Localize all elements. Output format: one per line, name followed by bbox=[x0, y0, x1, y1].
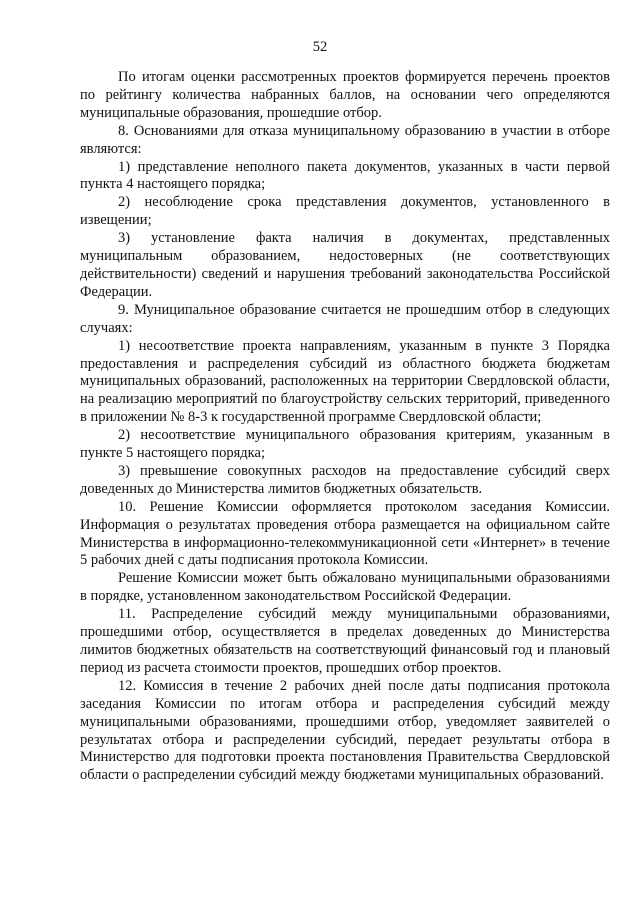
paragraph-10-commission-decision: 10. Решение Комиссии оформляется протоколом заседания Комиссии. Информация о результатах проведения отбора размещается на официальном сайте Министерства в информационно-телекоммуникационной сети «Интернет» в течение 5 рабочих дней с даты подписания протокола Комиссии. bbox=[80, 498, 610, 569]
document-body bbox=[80, 69, 610, 785]
paragraph-10-appeal: Решение Комиссии может быть обжаловано муниципальными образованиями в порядке, установленном законодательством Российской Федерации. bbox=[80, 570, 610, 605]
paragraph-9-not-passed: 9. Муниципальное образование считается не прошедшим отбор в следующих случаях: bbox=[80, 301, 610, 336]
paragraph-8-refusal-grounds: 8. Основаниями для отказа муниципальному образованию в участии в отборе являются: bbox=[80, 122, 610, 157]
paragraph-8-item-3: 3) установление факта наличия в документах, представленных муниципальным образованием, недостоверных (не соответствующих действительности) сведений и нарушения требований законодательства Российской Федерации. bbox=[80, 230, 610, 300]
paragraph-8-item-1: 1) представление неполного пакета документов, указанных в части первой пункта 4 настоящего порядка; bbox=[80, 158, 610, 193]
paragraph-12-notification: 12. Комиссия в течение 2 рабочих дней после даты подписания протокола заседания Комиссии по итогам отбора и распределения субсидий между муниципальными образованиями, прошедшими отбор, уведомляет заявителей о результатах отбора и распределении субсидий, передает результаты отбора в Министерство для подготовки проекта постановления Правительства Свердловской области о распределении субсидий между бюджетами муниципальных образований. bbox=[80, 677, 610, 784]
paragraph-ranking-list: По итогам оценки рассмотренных проектов формируется перечень проектов по рейтингу количества набранных баллов, на основании чего определяются муниципальные образования, прошедшие отбор. bbox=[80, 69, 610, 121]
paragraph-9-item-1: 1) несоответствие проекта направлениям, указанным в пункте 3 Порядка предоставления и распределения субсидий из областного бюджета бюджетам муниципальных образований, расположенных на территории Свердловской области, на реализацию мероприятий по благоустройству сельских территорий, приведенного в приложении № 8-3 к государственной программе Свердловской области; bbox=[80, 337, 610, 426]
page-number: 52 bbox=[312, 39, 328, 55]
paragraph-9-item-3: 3) превышение совокупных расходов на предоставление субсидий сверх доведенных до Министерства лимитов бюджетных обязательств. bbox=[80, 462, 610, 497]
paragraph-9-item-2: 2) несоответствие муниципального образования критериям, указанным в пункте 5 настоящего порядка; bbox=[80, 427, 610, 462]
paragraph-11-distribution: 11. Распределение субсидий между муниципальными образованиями, прошедшими отбор, осуществляется в пределах доведенных до Министерства лимитов бюджетных обязательств на соответствующий финансовый год и плановый период из расчета стоимости проектов, прошедших отбор проектов. bbox=[80, 606, 610, 676]
paragraph-8-item-2: 2) несоблюдение срока представления документов, установленного в извещении; bbox=[80, 194, 610, 229]
